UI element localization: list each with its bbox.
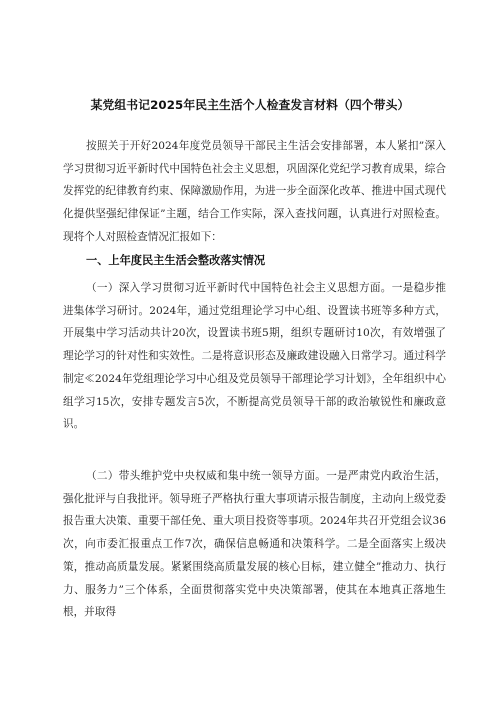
intro-paragraph: 按照关于开好2024年度党员领导干部民主生活会安排部署，本人紧扣”深入学习贯彻习近平新时代中国特色社会主义思想，巩固深化党纪学习教育成果，综合发挥党的纪律教育约束、保障激励作用，为进一步全面深化改革、推进中国式现代化提供坚强纪律保证”主题，结合工作实际，深入查找问题，认真进行对照检查。现将个人对照检查情况汇报如下： [63,140,446,243]
document-title: 某党组书记2025年民主生活个人检查发言材料（四个带头） [90,98,410,112]
paragraph-study: （一）深入学习贯彻习近平新时代中国特色社会主义思想方面。一是稳步推进集体学习研讨。2024年，通过党组理论学习中心组、设置读书班等多种方式，开展集中学习活动共计20次，设置读书班5期，组织专题研讨10次，有效增强了理论学习的针对性和实效性。二是将意识形态及廉政建设融入日常学习。通过科学制定≪2024年党组理论学习中心组及党员领导干部理论学习计划》，全年组织中心组学习15次，安排专题发言5次，不断提高党员领导干部的政治敏锐性和廉政意识。 [63,282,446,431]
paragraph-authority: （二）带头维护党中央权威和集中统一领导方面。一是严肃党内政治生活，强化批评与自我批评。领导班子严格执行重大事项请示报告制度，主动向上级党委报告重大决策、重要干部任免、重大项目投资等事项。2024年共召开党组会议36次，向市委汇报重点工作7次，确保信息畅通和决策科学。二是全面落实上级决策，推动高质量发展。紧紧围绕高质量发展的核心目标，建立健全”推动力、执行力、服务力”三个体系，全面贯彻落实党中央决策部署，使其在本地真正落地生根，并取得 [63,470,446,619]
section-heading: 一、上年度民主生活会整改落实情况 [86,254,266,267]
